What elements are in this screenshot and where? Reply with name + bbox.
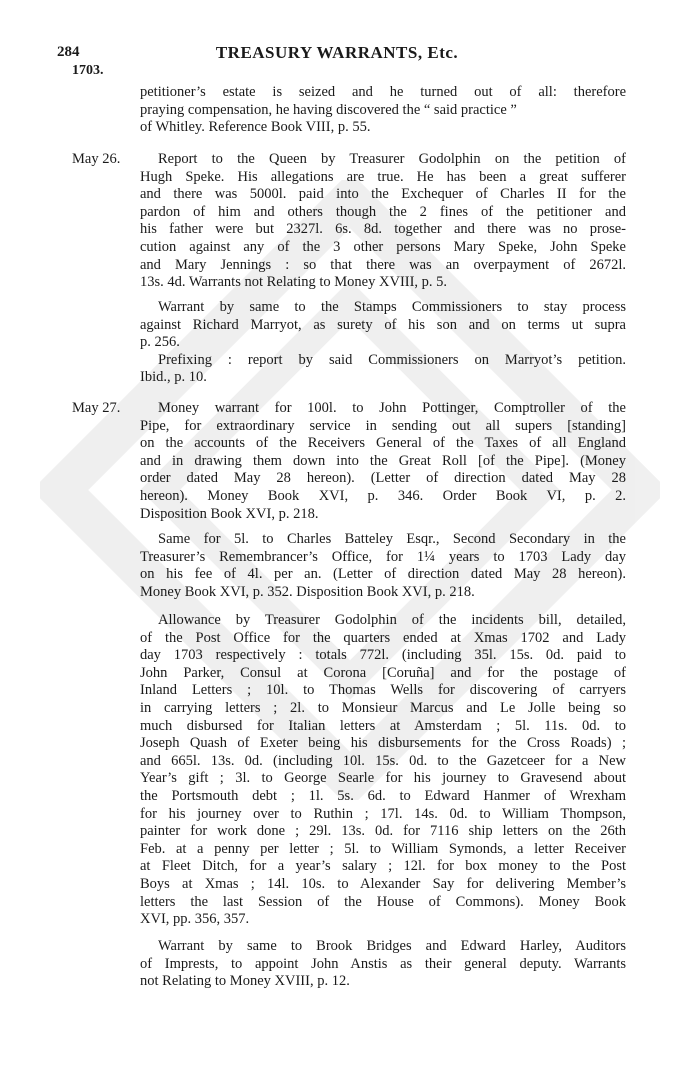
- text-line: at Fleet Ditch, for a year’s salary ; 12l. for box money to the Post: [140, 858, 626, 875]
- entry-post-office-allowance: [140, 612, 626, 929]
- text-line: Treasurer’s Remembrancer’s Office, for 1¼ years to 1703 Lady day: [140, 548, 626, 565]
- text-line: Prefixing : report by said Commissioners on Marryot’s petition.: [158, 351, 626, 368]
- text-line: 13s. 4d. Warrants not Relating to Money XVIII, p. 5.: [140, 274, 448, 291]
- text-line: Ibid., p. 10.: [140, 369, 207, 386]
- text-line: pardon of him and others though the 2 fines of the petitioner and: [140, 203, 626, 220]
- text-line: much disbursed for Italian letters at Amsterdam ; 5l. 11s. 0d. to: [140, 717, 626, 734]
- page-number: 284: [57, 44, 80, 60]
- text-line: Money Book XVI, p. 352. Disposition Book XVI, p. 218.: [140, 583, 475, 600]
- text-line: Warrant by same to the Stamps Commissioners to stay process: [158, 299, 626, 315]
- text-line: John Parker, Consul at Corona [Coruña] and for the postage of: [140, 664, 626, 681]
- text-line: Pipe, for extraordinary service in sending out all supers [standing]: [140, 417, 626, 434]
- entry-marryot-warrant: [140, 299, 626, 387]
- text-line: Allowance by Treasurer Godolphin of the incidents bill, detailed,: [158, 612, 626, 628]
- text-line: hereon). Money Book XVI, p. 346. Order Book VI, p. 2.: [140, 487, 626, 504]
- entry-anstis-warrant: [140, 938, 626, 991]
- entry-date: May 26.: [72, 151, 121, 167]
- text-line: and in drawing them down into the Great Roll [of the Pipe]. (Money: [140, 452, 626, 469]
- text-line: and Mary Jennings : so that there was an overpayment of 2672l.: [140, 256, 626, 273]
- entry-batteley-warrant: [140, 531, 626, 601]
- entry-date: May 27.: [72, 400, 121, 416]
- text-line: Report to the Queen by Treasurer Godolphin on the petition of: [158, 151, 626, 167]
- text-line: of Imprests, to appoint John Anstis as their general deputy. Warrants: [140, 955, 626, 972]
- text-line: Hugh Speke. His allegations are true. He has been a great sufferer: [140, 168, 626, 185]
- margin-year: 1703.: [72, 63, 104, 78]
- text-line: not Relating to Money XVIII, p. 12.: [140, 973, 350, 990]
- text-line: Inland Letters ; 10l. to Thomas Wells for discovering of carryers: [140, 682, 626, 699]
- text-line: day 1703 respectively : totals 772l. (including 35l. 15s. 0d. paid to: [140, 647, 626, 664]
- text-line: Boys at Xmas ; 14l. 10s. to Alexander Say for delivering Member’s: [140, 875, 626, 892]
- text-line: painter for work done ; 29l. 13s. 0d. for 7116 ship letters on the 26th: [140, 823, 626, 840]
- text-line: petitioner’s estate is seized and he turned out of all: therefore: [140, 84, 626, 100]
- text-line: and there was 5000l. paid into the Exchequer of Charles II for the: [140, 186, 626, 203]
- text-line: order dated May 28 hereon). (Letter of direction dated May 28: [140, 470, 626, 487]
- text-line: p. 256.: [140, 334, 180, 351]
- text-line: the Portsmouth debt ; 1l. 5s. 6d. to Edward Hanmer of Wrexham: [140, 787, 626, 804]
- text-line: on the accounts of the Receivers General of the Taxes of all England: [140, 435, 626, 452]
- text-line: and 665l. 13s. 0d. (including 10l. 15s. 0d. to the Gazetceer for a New: [140, 752, 626, 769]
- text-line: for his journey over to Ruthin ; 17l. 14s. 0d. to William Thompson,: [140, 805, 626, 822]
- text-line: his father were but 2327l. 6s. 8d. together and there was no prose-: [140, 221, 626, 238]
- text-line: of the Post Office for the quarters ended at Xmas 1702 and Lady: [140, 629, 626, 646]
- text-line: Feb. at a penny per letter ; 5l. to William Symonds, a letter Receiver: [140, 840, 626, 857]
- text-line: of Whitley. Reference Book VIII, p. 55.: [140, 119, 371, 136]
- entry-pottinger-warrant: [140, 400, 626, 523]
- text-line: Year’s gift ; 3l. to George Searle for his journey to Gravesend about: [140, 770, 626, 787]
- entry-continuation: [140, 84, 626, 137]
- text-line: cution against any of the 3 other persons Mary Speke, John Speke: [140, 238, 626, 255]
- text-line: on his fee of 4l. per an. (Letter of direction dated May 28 hereon).: [140, 566, 626, 583]
- text-line: letters the last Session of the House of Commons). Money Book: [140, 893, 626, 910]
- text-line: Disposition Book XVI, p. 218.: [140, 505, 319, 522]
- text-line: Warrant by same to Brook Bridges and Edward Harley, Auditors: [158, 938, 626, 954]
- text-line: praying compensation, he having discovered the “ said practice ”: [140, 101, 517, 118]
- text-line: against Richard Marryot, as surety of his son and on terms ut supra: [140, 316, 626, 333]
- text-line: in carrying letters ; 2l. to Monsieur Marcus and Le Jolle being so: [140, 699, 626, 716]
- text-line: Money warrant for 100l. to John Pottinger, Comptroller of the: [158, 400, 626, 416]
- text-line: Joseph Quash of Exeter being his disbursements for the Cross Roads) ;: [140, 735, 626, 752]
- running-title: TREASURY WARRANTS, Etc.: [215, 43, 459, 62]
- entry-speke-report: [140, 151, 626, 292]
- text-line: XVI, pp. 356, 357.: [140, 911, 250, 928]
- text-line: Same for 5l. to Charles Batteley Esqr., Second Secondary in the: [158, 531, 626, 547]
